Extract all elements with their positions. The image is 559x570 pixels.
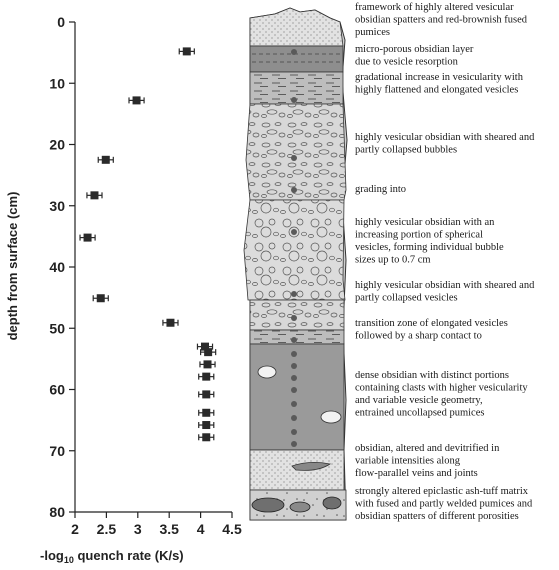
- layer-description-line: framework of highly altered vesicular: [355, 2, 514, 13]
- layer-description: [355, 184, 406, 195]
- data-point: [166, 319, 174, 327]
- x-axis-title-prefix: -log: [40, 548, 64, 563]
- data-point: [202, 390, 210, 398]
- layer-description-line: strongly altered epiclastic ash-tuff matrix: [355, 486, 528, 497]
- layer-description-line: highly flattened and elongated vesicles: [355, 84, 519, 96]
- x-axis-title-suffix: quench rate (K/s): [73, 548, 184, 563]
- layer-description: [355, 370, 528, 419]
- layer-description-line: and variable vesicle geometry,: [355, 395, 483, 406]
- layer-descriptions: [355, 2, 535, 522]
- layer-description: [355, 2, 528, 38]
- layer-description-line: partly collapsed vesicles: [355, 292, 458, 304]
- data-point: [90, 191, 98, 199]
- y-tick-label: 80: [49, 504, 65, 520]
- data-point: [84, 234, 92, 242]
- layer-description-line: vesicles, forming individual bubble: [355, 242, 504, 253]
- data-point: [183, 47, 191, 55]
- data-point: [204, 360, 212, 368]
- data-point: [202, 409, 210, 417]
- layer-description-line: micro-porous obsidian layer: [355, 44, 474, 55]
- y-tick-label: 50: [49, 320, 65, 337]
- chart-axes: [5, 14, 242, 565]
- layer-description-line: pumices: [355, 27, 390, 38]
- y-axis-title: depth from surface (cm): [5, 191, 20, 341]
- layer-description-line: grading into: [355, 184, 407, 195]
- data-point: [202, 373, 210, 381]
- layer-description-line: followed by a sharp contact to: [355, 330, 482, 342]
- layer-description-line: variable intensities along: [355, 455, 460, 467]
- layer-description: [355, 44, 474, 68]
- layer-description-line: gradational increase in vesicularity with: [355, 72, 523, 83]
- layer-description-line: due to vesicle resorption: [355, 56, 458, 68]
- y-tick-label: 20: [49, 136, 65, 153]
- data-point: [133, 96, 141, 104]
- y-tick-label: 60: [49, 381, 65, 398]
- layer-description-line: entrained uncollapsed pumices: [355, 407, 485, 419]
- y-tick-label: 30: [49, 197, 65, 214]
- x-axis-title-subscript: 10: [63, 555, 74, 565]
- data-point: [202, 433, 210, 441]
- layer-description-line: highly vesicular obsidian with sheared and: [355, 132, 535, 143]
- layer-description-line: obsidian, altered and devitrified in: [355, 443, 500, 454]
- layer-description-line: highly vesicular obsidian with sheared and: [355, 280, 535, 291]
- layer-description-line: transition zone of elongated vesicles: [355, 318, 508, 329]
- layer-description-line: partly collapsed bubbles: [355, 144, 458, 156]
- data-point: [102, 156, 110, 164]
- layer-description-line: sizes up to 0.7 cm: [355, 254, 431, 266]
- layer-description: [355, 72, 524, 96]
- data-point: [97, 294, 105, 302]
- x-tick-label: 4: [196, 521, 205, 537]
- x-tick-label: 4.5: [222, 521, 242, 537]
- layer-description: [355, 217, 504, 266]
- layer-description-line: increasing portion of spherical: [355, 229, 483, 241]
- layer-description: [355, 486, 533, 522]
- x-tick-label: 3.5: [159, 521, 179, 537]
- x-tick-label: 3: [133, 521, 142, 537]
- layer-description-line: highly vesicular obsidian with an: [355, 217, 495, 228]
- layer-description-line: obsidian spatters of different porosities: [355, 511, 519, 522]
- layer-description: [355, 132, 535, 156]
- y-tick-label: 40: [49, 259, 65, 275]
- data-point: [202, 421, 210, 429]
- layer-description-line: dense obsidian with distinct portions: [355, 370, 509, 381]
- layer-description: [355, 280, 535, 304]
- x-axis-title: [40, 548, 184, 565]
- layer-description-line: with fused and partly welded pumices and: [355, 498, 533, 510]
- data-points: [80, 47, 216, 441]
- stratigraphic-column: [244, 8, 347, 520]
- y-tick-label: 10: [49, 75, 65, 92]
- x-tick-label: 2: [71, 521, 79, 537]
- layer-description-line: obsidian spatters and red-brownish fused: [355, 14, 528, 26]
- data-point: [204, 348, 212, 356]
- layer-description: [355, 443, 500, 479]
- y-tick-label: 0: [57, 14, 65, 30]
- layer-description: [355, 318, 508, 342]
- layer-description-line: containing clasts with higher vesicularity: [355, 382, 528, 394]
- y-tick-label: 70: [49, 442, 65, 459]
- layer-description-line: flow-parallel veins and joints: [355, 468, 478, 479]
- x-tick-label: 2.5: [96, 521, 117, 537]
